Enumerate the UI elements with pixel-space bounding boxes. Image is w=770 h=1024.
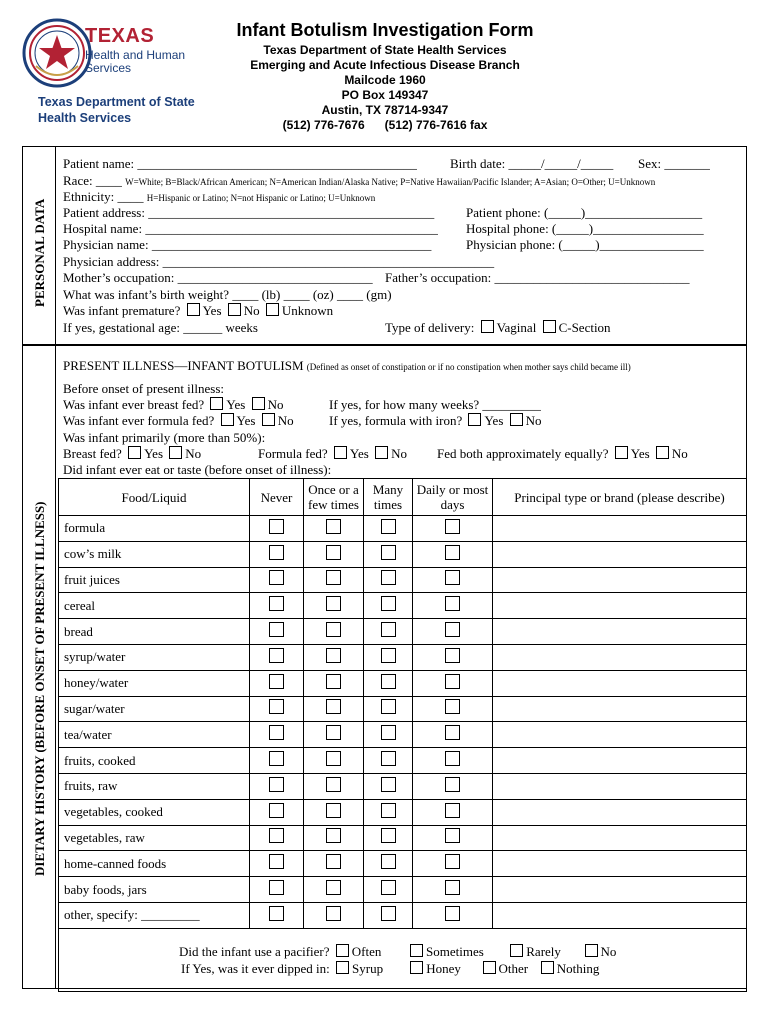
freq-cell-daily — [413, 773, 493, 799]
freq-many-checkbox[interactable] — [381, 648, 396, 663]
freq-cell-many — [364, 516, 413, 542]
primarily-formula-question: Formula fed? Yes No — [258, 446, 407, 461]
table-row — [59, 567, 747, 593]
formula-fed-yes-checkbox[interactable] — [221, 413, 234, 426]
brand-description-field[interactable] — [493, 696, 747, 722]
freq-cell-many — [364, 773, 413, 799]
freq-once-checkbox[interactable] — [326, 545, 341, 560]
freq-daily-checkbox[interactable] — [445, 725, 460, 740]
food-name: cow’s milk — [59, 541, 250, 567]
freq-many-checkbox[interactable] — [381, 622, 396, 637]
race-field[interactable]: Race: ____ W=White; B=Black/African American; N=American Indian/Alaska Native; P=Native Hawaiian/Pacific Islander; A=Asian; O=Other; U=Unknown — [63, 173, 656, 188]
freq-cell-once — [304, 722, 364, 748]
food-name: vegetables, raw — [59, 825, 250, 851]
freq-cell-never — [250, 696, 304, 722]
col-header-once: Once or a few times — [304, 479, 364, 516]
freq-cell-never — [250, 748, 304, 774]
freq-daily-checkbox[interactable] — [445, 519, 460, 534]
freq-cell-never — [250, 619, 304, 645]
primarily-question: Was infant primarily (more than 50%): — [63, 430, 266, 445]
freq-cell-many — [364, 722, 413, 748]
pacifier-often-checkbox[interactable] — [336, 944, 349, 957]
freq-daily-checkbox[interactable] — [445, 622, 460, 637]
freq-daily-checkbox[interactable] — [445, 596, 460, 611]
freq-once-checkbox[interactable] — [326, 803, 341, 818]
freq-once-checkbox[interactable] — [326, 751, 341, 766]
delivery-csection-checkbox[interactable] — [543, 320, 556, 333]
freq-cell-daily — [413, 851, 493, 877]
freq-cell-once — [304, 696, 364, 722]
ethnicity-legend: H=Hispanic or Latino; N=not Hispanic or Latino; U=Unknown — [146, 193, 376, 203]
freq-cell-never — [250, 541, 304, 567]
table-row — [59, 773, 747, 799]
food-name: sugar/water — [59, 696, 250, 722]
freq-daily-checkbox[interactable] — [445, 751, 460, 766]
food-name: cereal — [59, 593, 250, 619]
freq-many-checkbox[interactable] — [381, 545, 396, 560]
table-row — [59, 748, 747, 774]
premature-no-checkbox[interactable] — [228, 303, 241, 316]
freq-cell-once — [304, 799, 364, 825]
delivery-vaginal-checkbox[interactable] — [481, 320, 494, 333]
freq-cell-daily — [413, 567, 493, 593]
freq-cell-once — [304, 825, 364, 851]
freq-many-checkbox[interactable] — [381, 751, 396, 766]
table-row — [59, 593, 747, 619]
primarily-formula-no-checkbox[interactable] — [375, 446, 388, 459]
brand-description-field[interactable] — [493, 670, 747, 696]
brand-description-field[interactable] — [493, 748, 747, 774]
table-row — [59, 541, 747, 567]
table-row — [59, 696, 747, 722]
freq-cell-once — [304, 516, 364, 542]
food-name: fruits, cooked — [59, 748, 250, 774]
freq-never-checkbox[interactable] — [269, 622, 284, 637]
food-history-table — [58, 478, 747, 992]
sex-field[interactable]: Sex: _______ — [638, 156, 710, 171]
brand-description-field[interactable] — [493, 516, 747, 542]
pacifier-no-checkbox[interactable] — [585, 944, 598, 957]
dipped-question: If Yes, was it ever dipped in: Syrup Honey Other Nothing — [181, 960, 600, 976]
brand-description-field[interactable] — [493, 567, 747, 593]
freq-daily-checkbox[interactable] — [445, 854, 460, 869]
food-name: fruit juices — [59, 567, 250, 593]
dipped-nothing-checkbox[interactable] — [541, 961, 554, 974]
freq-many-checkbox[interactable] — [381, 519, 396, 534]
food-name: vegetables, cooked — [59, 799, 250, 825]
freq-daily-checkbox[interactable] — [445, 828, 460, 843]
physician-phone-field[interactable]: Physician phone: (_____)________________ — [466, 237, 704, 252]
freq-many-checkbox[interactable] — [381, 725, 396, 740]
freq-many-checkbox[interactable] — [381, 880, 396, 895]
freq-daily-checkbox[interactable] — [445, 777, 460, 792]
pacifier-question: Did the infant use a pacifier? Often Sometimes Rarely No — [179, 943, 617, 959]
freq-cell-once — [304, 644, 364, 670]
freq-cell-once — [304, 670, 364, 696]
table-row — [59, 799, 747, 825]
freq-never-checkbox[interactable] — [269, 854, 284, 869]
freq-once-checkbox[interactable] — [326, 906, 341, 921]
brand-texas: TEXAS — [85, 25, 155, 47]
freq-cell-never — [250, 825, 304, 851]
freq-cell-many — [364, 902, 413, 928]
freq-never-checkbox[interactable] — [269, 699, 284, 714]
freq-cell-never — [250, 670, 304, 696]
brand-description-field[interactable] — [493, 644, 747, 670]
freq-cell-never — [250, 567, 304, 593]
freq-once-checkbox[interactable] — [326, 725, 341, 740]
freq-cell-daily — [413, 644, 493, 670]
freq-cell-daily — [413, 619, 493, 645]
dipped-syrup-checkbox[interactable] — [336, 961, 349, 974]
formula-fed-question: Was infant ever formula fed? Yes No — [63, 413, 294, 428]
food-name: tea/water — [59, 722, 250, 748]
birth-weight-field[interactable]: What was infant’s birth weight? ____ (lb) ____ (oz) ____ (gm) — [63, 287, 392, 302]
breast-fed-no-checkbox[interactable] — [252, 397, 265, 410]
food-name: fruits, raw — [59, 773, 250, 799]
food-name: bread — [59, 619, 250, 645]
freq-cell-never — [250, 722, 304, 748]
freq-cell-many — [364, 541, 413, 567]
freq-cell-daily — [413, 541, 493, 567]
gestational-age-field[interactable]: If yes, gestational age: ______ weeks — [63, 320, 258, 335]
freq-never-checkbox[interactable] — [269, 906, 284, 921]
birth-date-field[interactable]: Birth date: _____/_____/_____ — [450, 156, 614, 171]
formula-iron-question: If yes, formula with iron? Yes No — [329, 413, 542, 428]
freq-cell-many — [364, 851, 413, 877]
primarily-formula-yes-checkbox[interactable] — [334, 446, 347, 459]
dshs-line1: Texas Department of State — [38, 95, 195, 109]
freq-cell-once — [304, 619, 364, 645]
freq-cell-daily — [413, 516, 493, 542]
freq-never-checkbox[interactable] — [269, 674, 284, 689]
pacifier-rarely-checkbox[interactable] — [510, 944, 523, 957]
freq-cell-never — [250, 902, 304, 928]
header-line: Emerging and Acute Infectious Disease Branch — [250, 58, 520, 72]
freq-cell-many — [364, 619, 413, 645]
table-row — [59, 825, 747, 851]
header-line: Texas Department of State Health Services — [263, 43, 507, 57]
freq-once-checkbox[interactable] — [326, 622, 341, 637]
present-illness-heading: PRESENT ILLNESS—INFANT BOTULISM (Defined as onset of constipation or if no constipation when mother says child became ill) — [63, 358, 631, 373]
iron-no-checkbox[interactable] — [510, 413, 523, 426]
freq-cell-never — [250, 877, 304, 903]
freq-cell-daily — [413, 670, 493, 696]
texas-star-seal-icon — [22, 18, 92, 88]
freq-many-checkbox[interactable] — [381, 854, 396, 869]
brand-description-field[interactable] — [493, 902, 747, 928]
freq-cell-daily — [413, 799, 493, 825]
freq-daily-checkbox[interactable] — [445, 906, 460, 921]
brand-description-field[interactable] — [493, 851, 747, 877]
freq-once-checkbox[interactable] — [326, 674, 341, 689]
freq-cell-many — [364, 799, 413, 825]
freq-cell-many — [364, 877, 413, 903]
freq-once-checkbox[interactable] — [326, 854, 341, 869]
col-header-brand: Principal type or brand (please describe) — [493, 479, 747, 516]
delivery-type-question: Type of delivery: Vaginal C-Section — [385, 320, 611, 335]
freq-cell-daily — [413, 748, 493, 774]
pacifier-sometimes-checkbox[interactable] — [410, 944, 423, 957]
freq-once-checkbox[interactable] — [326, 777, 341, 792]
premature-unknown-checkbox[interactable] — [266, 303, 279, 316]
freq-cell-daily — [413, 825, 493, 851]
freq-cell-once — [304, 541, 364, 567]
freq-once-checkbox[interactable] — [326, 519, 341, 534]
freq-cell-many — [364, 567, 413, 593]
freq-once-checkbox[interactable] — [326, 596, 341, 611]
freq-many-checkbox[interactable] — [381, 828, 396, 843]
food-name: baby foods, jars — [59, 877, 250, 903]
primarily-breast-no-checkbox[interactable] — [169, 446, 182, 459]
table-row — [59, 619, 747, 645]
freq-many-checkbox[interactable] — [381, 777, 396, 792]
before-onset-label: Before onset of present illness: — [63, 381, 225, 396]
freq-cell-daily — [413, 696, 493, 722]
table-row — [59, 670, 747, 696]
primarily-breast-question: Breast fed? Yes No — [63, 446, 202, 461]
iron-yes-checkbox[interactable] — [468, 413, 481, 426]
freq-never-checkbox[interactable] — [269, 803, 284, 818]
freq-cell-daily — [413, 593, 493, 619]
freq-once-checkbox[interactable] — [326, 648, 341, 663]
personal-data-label: PERSONAL DATA — [32, 198, 47, 307]
freq-daily-checkbox[interactable] — [445, 803, 460, 818]
brand-hhs-line1: Health and Human — [85, 48, 186, 62]
freq-once-checkbox[interactable] — [326, 570, 341, 585]
patient-name-field[interactable]: Patient name: ___________________________________________ — [63, 156, 417, 171]
brand-description-field[interactable] — [493, 541, 747, 567]
father-occupation-field[interactable]: Father’s occupation: ______________________________ — [385, 270, 690, 285]
col-header-daily: Daily or most days — [413, 479, 493, 516]
dshs-line2: Health Services — [38, 111, 132, 125]
col-header-never: Never — [250, 479, 304, 516]
eat-taste-question: Did infant ever eat or taste (before onset of illness): — [63, 462, 332, 477]
dietary-history-label: DIETARY HISTORY (BEFORE ONSET OF PRESENT ILLNESS) — [32, 501, 47, 876]
table-header-row — [59, 479, 747, 516]
table-row — [59, 516, 747, 542]
freq-daily-checkbox[interactable] — [445, 699, 460, 714]
breast-fed-yes-checkbox[interactable] — [210, 397, 223, 410]
food-name: formula — [59, 516, 250, 542]
freq-once-checkbox[interactable] — [326, 880, 341, 895]
freq-never-checkbox[interactable] — [269, 519, 284, 534]
freq-never-checkbox[interactable] — [269, 751, 284, 766]
freq-many-checkbox[interactable] — [381, 699, 396, 714]
freq-once-checkbox[interactable] — [326, 828, 341, 843]
freq-never-checkbox[interactable] — [269, 777, 284, 792]
primarily-breast-yes-checkbox[interactable] — [128, 446, 141, 459]
fed-both-yes-checkbox[interactable] — [615, 446, 628, 459]
brand-description-field[interactable] — [493, 593, 747, 619]
physician-name-field[interactable]: Physician name: ___________________________________________ — [63, 237, 432, 252]
freq-never-checkbox[interactable] — [269, 545, 284, 560]
freq-never-checkbox[interactable] — [269, 725, 284, 740]
premature-question: Was infant premature? Yes No Unknown — [63, 303, 334, 318]
freq-cell-once — [304, 567, 364, 593]
table-row — [59, 851, 747, 877]
freq-daily-checkbox[interactable] — [445, 648, 460, 663]
patient-address-field[interactable]: Patient address: ____________________________________________ — [63, 205, 435, 220]
freq-many-checkbox[interactable] — [381, 906, 396, 921]
freq-cell-daily — [413, 902, 493, 928]
freq-cell-once — [304, 851, 364, 877]
food-name: other, specify: _________ — [59, 902, 250, 928]
brand-description-field[interactable] — [493, 877, 747, 903]
freq-cell-never — [250, 851, 304, 877]
freq-many-checkbox[interactable] — [381, 570, 396, 585]
freq-cell-once — [304, 773, 364, 799]
fed-both-no-checkbox[interactable] — [656, 446, 669, 459]
freq-never-checkbox[interactable] — [269, 596, 284, 611]
brand-description-field[interactable] — [493, 773, 747, 799]
illness-definition-note: (Defined as onset of constipation or if no constipation when mother says child became ill) — [306, 362, 631, 372]
brand-hhs-line2: Services — [85, 61, 132, 75]
food-name: syrup/water — [59, 644, 250, 670]
brand-description-field[interactable] — [493, 799, 747, 825]
table-row — [59, 877, 747, 903]
table-row — [59, 902, 747, 928]
freq-cell-never — [250, 644, 304, 670]
race-legend: W=White; B=Black/African American; N=American Indian/Alaska Native; P=Native Hawaiian/Pacific Islander; A=Asian; O=Other; U=Unknown — [125, 177, 656, 187]
header-line: Mailcode 1960 — [344, 73, 426, 87]
premature-yes-checkbox[interactable] — [187, 303, 200, 316]
formula-fed-no-checkbox[interactable] — [262, 413, 275, 426]
col-header-food: Food/Liquid — [59, 479, 250, 516]
freq-many-checkbox[interactable] — [381, 803, 396, 818]
fed-both-question: Fed both approximately equally? Yes No — [437, 446, 688, 461]
brand-description-field[interactable] — [493, 722, 747, 748]
food-name: home-canned foods — [59, 851, 250, 877]
freq-cell-once — [304, 902, 364, 928]
pacifier-row — [59, 928, 747, 991]
freq-never-checkbox[interactable] — [269, 880, 284, 895]
col-header-many: Many times — [364, 479, 413, 516]
freq-daily-checkbox[interactable] — [445, 545, 460, 560]
freq-never-checkbox[interactable] — [269, 648, 284, 663]
freq-cell-daily — [413, 877, 493, 903]
freq-cell-never — [250, 773, 304, 799]
dipped-honey-checkbox[interactable] — [410, 961, 423, 974]
header-line: Austin, TX 78714-9347 — [321, 103, 449, 117]
mother-occupation-field[interactable]: Mother’s occupation: ______________________________ — [63, 270, 373, 285]
freq-cell-once — [304, 593, 364, 619]
freq-many-checkbox[interactable] — [381, 596, 396, 611]
freq-never-checkbox[interactable] — [269, 570, 284, 585]
form-title: Infant Botulism Investigation Form — [236, 20, 534, 40]
freq-cell-many — [364, 825, 413, 851]
freq-cell-many — [364, 670, 413, 696]
freq-once-checkbox[interactable] — [326, 699, 341, 714]
header-line: PO Box 149347 — [341, 88, 429, 102]
dipped-other-checkbox[interactable] — [483, 961, 496, 974]
freq-cell-daily — [413, 722, 493, 748]
freq-cell-many — [364, 644, 413, 670]
freq-daily-checkbox[interactable] — [445, 674, 460, 689]
freq-cell-many — [364, 696, 413, 722]
brand-description-field[interactable] — [493, 825, 747, 851]
freq-cell-once — [304, 877, 364, 903]
table-row — [59, 644, 747, 670]
table-row — [59, 722, 747, 748]
form-header — [200, 20, 570, 133]
freq-cell-never — [250, 593, 304, 619]
physician-address-field[interactable]: Physician address: ___________________________________________________ — [63, 254, 495, 269]
freq-daily-checkbox[interactable] — [445, 880, 460, 895]
header-line: (512) 776-7676 (512) 776-7616 fax — [282, 118, 488, 132]
freq-never-checkbox[interactable] — [269, 828, 284, 843]
freq-cell-once — [304, 748, 364, 774]
patient-phone-field[interactable]: Patient phone: (_____)__________________ — [466, 205, 703, 220]
food-name: honey/water — [59, 670, 250, 696]
freq-cell-many — [364, 748, 413, 774]
hospital-phone-field[interactable]: Hospital phone: (_____)_________________ — [466, 221, 704, 236]
breast-fed-weeks-field[interactable]: If yes, for how many weeks? _________ — [329, 397, 541, 412]
freq-daily-checkbox[interactable] — [445, 570, 460, 585]
freq-cell-never — [250, 799, 304, 825]
freq-cell-many — [364, 593, 413, 619]
brand-description-field[interactable] — [493, 619, 747, 645]
freq-many-checkbox[interactable] — [381, 674, 396, 689]
freq-cell-never — [250, 516, 304, 542]
ethnicity-field[interactable]: Ethnicity: ____ H=Hispanic or Latino; N=not Hispanic or Latino; U=Unknown — [63, 189, 376, 204]
hospital-name-field[interactable]: Hospital name: _____________________________________________ — [63, 221, 438, 236]
breast-fed-question: Was infant ever breast fed? Yes No — [63, 397, 284, 412]
